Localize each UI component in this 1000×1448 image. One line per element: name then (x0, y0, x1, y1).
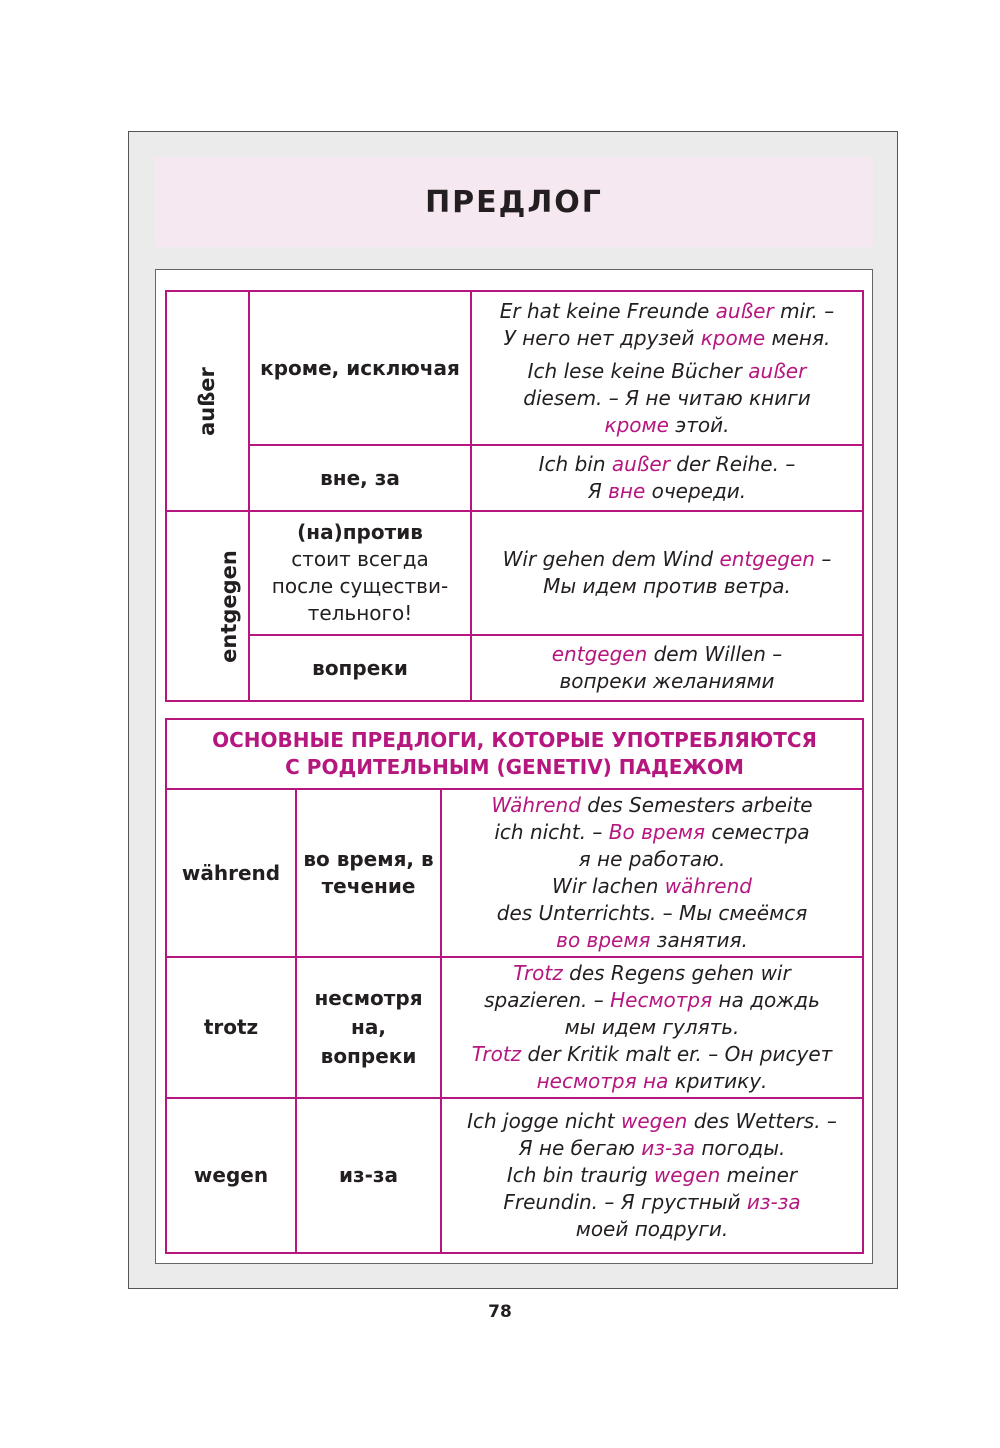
word-ausser: außer (194, 366, 219, 436)
table-row (166, 1098, 863, 1253)
table-row (166, 511, 863, 635)
table-row (166, 445, 863, 511)
meaning-text: (на)против (297, 520, 423, 544)
example-cell: Während des Semesters arbeite ich nicht. – Во время семестра я не работаю. Wir lachen während des Unterrichts. – Мы смеёмся во время занятия. (441, 789, 863, 957)
meaning-cell: несмотря на, вопреки (296, 957, 441, 1098)
meaning-cell: из-за (296, 1098, 441, 1253)
table-row (166, 957, 863, 1098)
meaning-cell (249, 291, 471, 445)
meaning-cell (249, 445, 471, 511)
word-entgegen: entgegen (216, 549, 241, 663)
meaning-text: кроме, исключая (260, 355, 460, 380)
title-band (155, 157, 873, 247)
word-cell-ausser (166, 291, 249, 511)
word-trotz: trotz (166, 957, 296, 1098)
word-wegen: wegen (166, 1098, 296, 1253)
example-cell: Wir gehen dem Wind entgegen – Мы идем против ветра. (471, 511, 863, 635)
meaning-cell (249, 635, 471, 701)
page-title: ПРЕДЛОГ (425, 184, 603, 220)
example-cell: Ich jogge nicht wegen des Wetters. – Я не бегаю из-за погоды. Ich bin traurig wegen meiner Freundin. – Я грустный из-за моей подруги. (441, 1098, 863, 1253)
table-header: ОСНОВНЫЕ ПРЕДЛОГИ, КОТОРЫЕ УПОТРЕБЛЯЮТСЯ С РОДИТЕЛЬНЫМ (GENETIV) ПАДЕЖОМ (166, 719, 863, 789)
page-number: 78 (488, 1302, 512, 1322)
table-ausser-entgegen (165, 290, 864, 702)
example-cell: Trotz des Regens gehen wir spazieren. – Несмотря на дождь мы идем гулять. Trotz der Kritik malt er. – Он рисует несмотря на критику. (441, 957, 863, 1098)
example-cell: Er hat keine Freunde außer mir. – У него нет друзей кроме меня. Ich lese keine Bücher außer diesem. – Я не читаю книги кроме этой. (471, 291, 863, 445)
word-waehrend: während (166, 789, 296, 957)
meaning-cell (249, 511, 471, 635)
meaning-cell: во время, в течение (296, 789, 441, 957)
table-header-row (166, 719, 863, 789)
meaning-text: вопреки (312, 655, 408, 680)
table-genitiv (165, 718, 864, 1254)
table-row (166, 635, 863, 701)
meaning-text: вне, за (320, 465, 400, 490)
word-cell-entgegen (166, 511, 249, 701)
example-cell: entgegen dem Willen – вопреки желаниями (471, 635, 863, 701)
meaning-note: стоит всегда после существи-тельного! (271, 547, 449, 625)
example-cell: Ich bin außer der Reihe. – Я вне очереди. (471, 445, 863, 511)
table-row (166, 789, 863, 957)
table-row (166, 291, 863, 445)
